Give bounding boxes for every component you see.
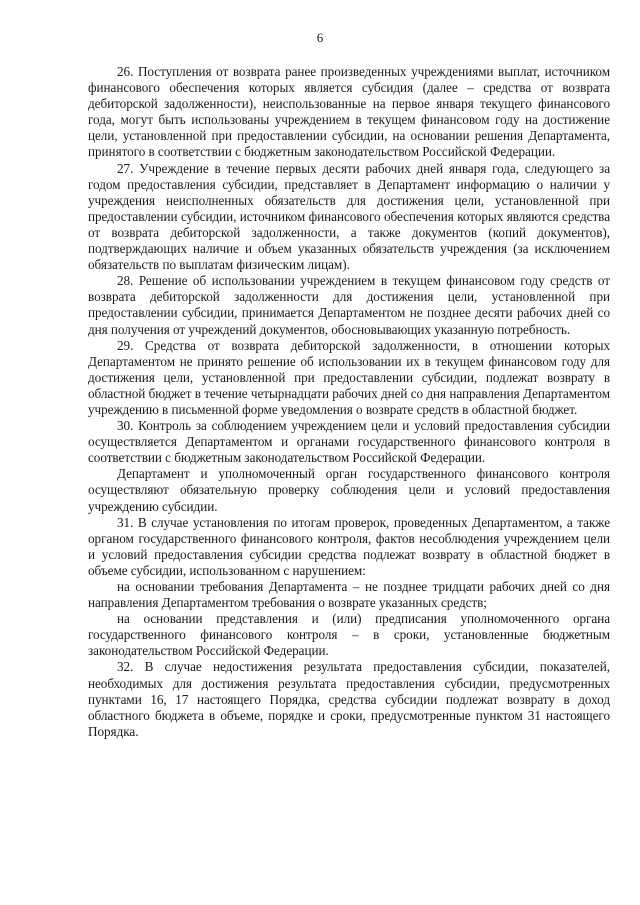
paragraph-26: 26. Поступления от возврата ранее произведенных учреждениями выплат, источником финансового обеспечения которых является субсидия (далее – средства от возврата дебиторской задолженности), неиспользованные на первое января текущего финансового года, могут быть использованы учреждением в текущем финансовом году на достижение цели, установленной при предоставлении субсидии, на основании решения Департамента, принятого в соответствии с бюджетным законодательством Российской Федерации. (88, 64, 610, 160)
paragraph-31: 31. В случае установления по итогам проверок, проведенных Департаментом, а также органом государственного финансового контроля, фактов несоблюдения учреждением цели и условий предоставления субсидии средства подлежат возврату в областной бюджет в объеме субсидии, использованном с нарушением: (88, 514, 610, 578)
paragraph-28: 28. Решение об использовании учреждением в текущем финансовом году средств от возврата дебиторской задолженности для достижения цели, установленной при предоставлении субсидии, принимается Департаментом не позднее десяти рабочих дней со дня получения от учреждений документов, обосновывающих указанную потребность. (88, 273, 610, 337)
paragraph-31-control-prescription: на основании представления и (или) предписания уполномоченного органа государственного финансового контроля – в сроки, установленные бюджетным законодательством Российской Федерации. (88, 611, 610, 659)
paragraph-32: 32. В случае недостижения результата предоставления субсидии, показателей, необходимых для достижения результата предоставления субсидии, предусмотренных пунктами 16, 17 настоящего Порядка, средства субсидии подлежат возврату в доход областного бюджета в объеме, порядке и сроки, предусмотренные пунктом 31 настоящего Порядка. (88, 659, 610, 739)
page-number: 6 (316, 30, 324, 45)
paragraph-30-control: Департамент и уполномоченный орган государственного финансового контроля осуществляют обязательную проверку соблюдения цели и условий предоставления учреждению субсидии. (88, 466, 610, 514)
document-body (88, 64, 610, 740)
paragraph-30: 30. Контроль за соблюдением учреждением цели и условий предоставления субсидии осуществляется Департаментом и органами государственного финансового контроля в соответствии с бюджетным законодательством Российской Федерации. (88, 418, 610, 466)
paragraph-29: 29. Средства от возврата дебиторской задолженности, в отношении которых Департаментом не принято решение об использовании их в текущем финансовом году для достижения цели, установленной при предоставлении субсидии, подлежат возврату в областной бюджет в течение четырнадцати рабочих дней со дня направления Департаментом учреждению в письменной форме уведомления о возврате средств в областной бюджет. (88, 337, 610, 417)
paragraph-31-department-requirement: на основании требования Департамента – не позднее тридцати рабочих дней со дня направления Департаментом требования о возврате указанных средств; (88, 579, 610, 611)
paragraph-27: 27. Учреждение в течение первых десяти рабочих дней января года, следующего за годом предоставления субсидии, представляет в Департамент информацию о наличии у учреждения неисполненных обязательств для достижения цели, установленной при предоставлении субсидии, источником финансового обеспечения которых являются средства от возврата дебиторской задолженности, а также документов (копий документов), подтверждающих наличие и объем указанных обязательств учреждения (за исключением обязательств по выплатам физическим лицам). (88, 160, 610, 273)
